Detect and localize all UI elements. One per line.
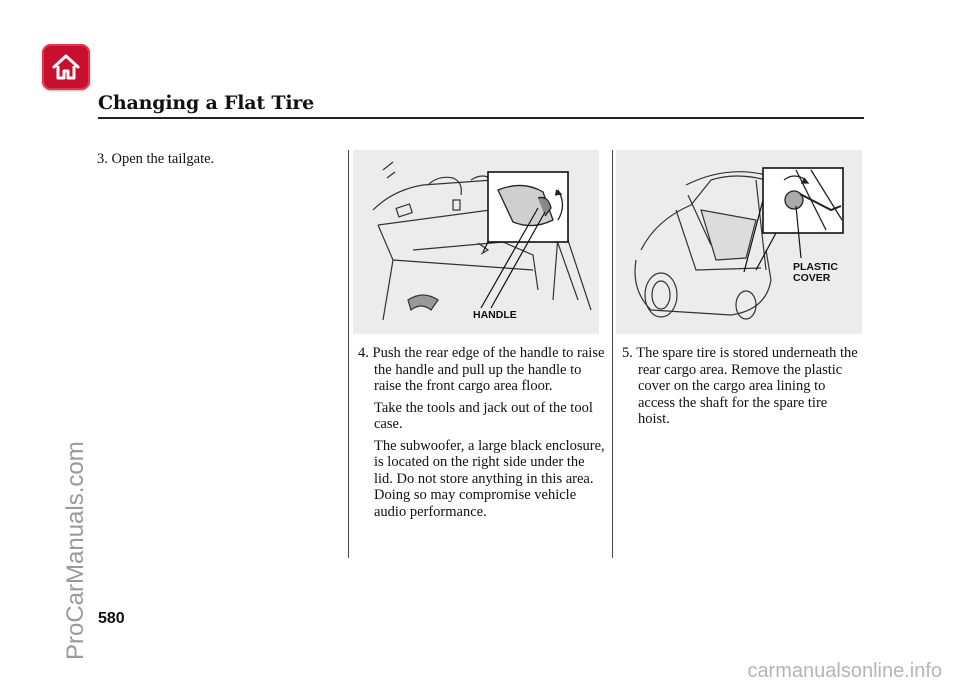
step-5-text: 5. The spare tire is stored underneath the rear cargo area. Remove the plastic cover on the cargo area lining to access the shaft for the spare tire hoist. bbox=[622, 345, 858, 427]
page-number: 580 bbox=[98, 610, 125, 627]
header-rule bbox=[98, 117, 864, 119]
step-3 bbox=[97, 151, 327, 168]
plastic-cover-figure bbox=[616, 150, 862, 334]
step-4-tools-note: Take the tools and jack out of the tool case. bbox=[374, 399, 593, 432]
home-button[interactable] bbox=[42, 44, 90, 90]
page-title: Changing a Flat Tire bbox=[98, 92, 315, 114]
cargo-handle-figure bbox=[353, 150, 599, 334]
column-divider-right bbox=[612, 150, 613, 558]
step-3-text: 3. Open the tailgate. bbox=[97, 151, 215, 167]
handle-label: HANDLE bbox=[473, 309, 517, 321]
step-5 bbox=[622, 345, 862, 428]
column-divider-left bbox=[348, 150, 349, 558]
step-4-text: 4. Push the rear edge of the handle to raise the handle and pull up the handle to raise the front cargo area floor. bbox=[358, 345, 605, 394]
vehicle-tailgate-illustration bbox=[616, 150, 862, 334]
cargo-area-illustration bbox=[353, 150, 599, 334]
home-icon bbox=[50, 51, 82, 83]
footer-watermark: carmanualsonline.info bbox=[747, 660, 942, 682]
plastic-cover-label: PLASTIC COVER bbox=[793, 261, 838, 284]
step-4-subwoofer-note: The subwoofer, a large black enclosure, is located on the right side under the lid. Do not store anything in this area. Doing so may compromise vehicle audio performance. bbox=[374, 437, 605, 520]
step-4 bbox=[358, 345, 606, 520]
side-watermark: ProCarManuals.com bbox=[62, 441, 89, 660]
